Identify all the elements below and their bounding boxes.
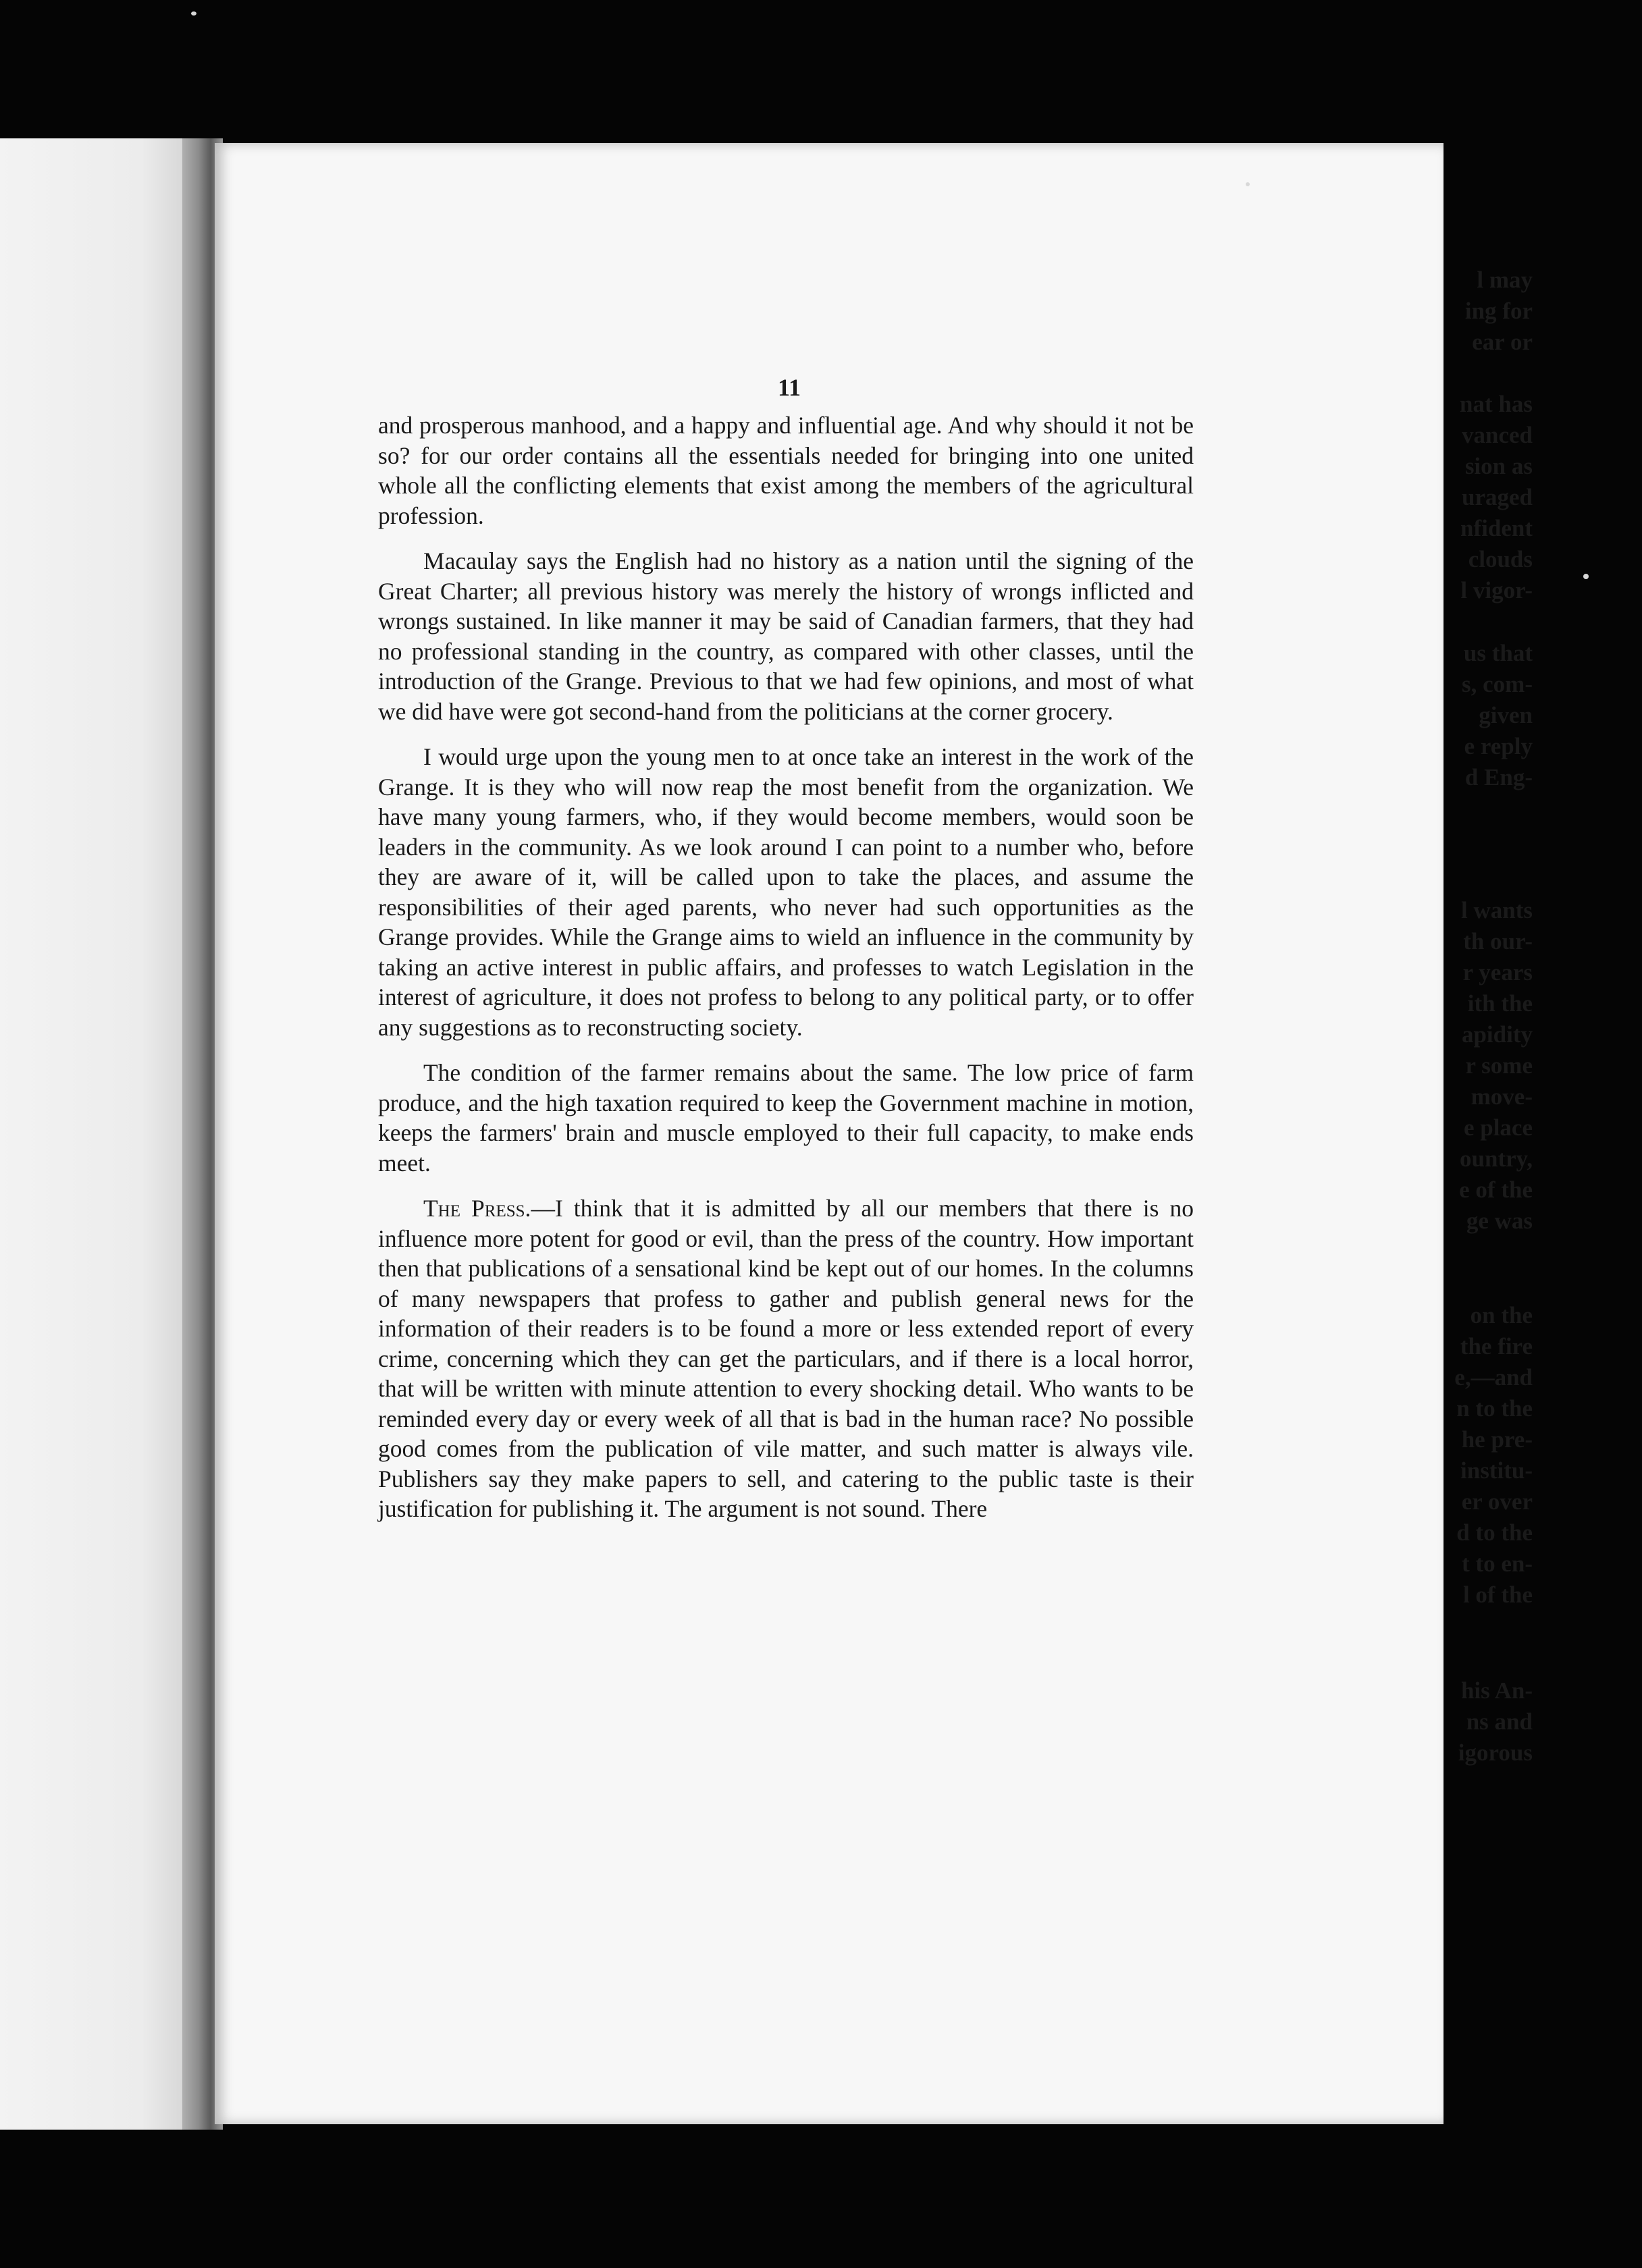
left-page-fragment-line: sion as (1464, 453, 1533, 479)
left-page-fragment-line: us that (1463, 640, 1533, 666)
left-page-fragment-line: given (1479, 702, 1533, 728)
left-page-fragment-line: he pre- (1461, 1426, 1533, 1453)
left-page-fragment-line: nfident (1460, 515, 1533, 541)
left-page-fragment-line: uraged (1462, 484, 1533, 510)
page-body-text (378, 410, 1194, 1540)
left-page-fragment-line: his An- (1460, 1677, 1533, 1704)
left-page-fragment-line: apidity (1461, 1021, 1533, 1048)
left-page-fragment-line: l vigor- (1460, 577, 1533, 603)
left-page-fragment-line: igorous (1458, 1739, 1533, 1766)
left-page-fragment-line: institu- (1460, 1457, 1533, 1484)
section-heading-the-press: The Press. (423, 1195, 531, 1222)
paragraph-2: Macaulay says the English had no history as a nation until the signing of the Great Charter; all previous history was merely the history of wrongs inflicted and wrongs sustained. In like manner it may be said of Canadian farmers, that they had no professional standing in the country, as compared with other classes, until the introduction of the Grange. Previous to that we had few opinions, and most of what we did have were got second-hand from the politicians at the corner grocery. (378, 547, 1194, 725)
page-number: 11 (778, 374, 801, 401)
left-page-fragment-line: vanced (1462, 422, 1533, 448)
left-page-fragment-line: ountry, (1460, 1145, 1533, 1172)
paragraph-5 (378, 1193, 1194, 1524)
left-page-fragment-line: th our- (1463, 928, 1533, 954)
left-page-fragment-line: the fire (1460, 1333, 1533, 1359)
left-page-fragment-line: t to en- (1462, 1550, 1533, 1577)
left-page-fragment-line: ns and (1466, 1708, 1533, 1735)
film-speck (1246, 182, 1250, 186)
left-page-fragment-line: s, com- (1462, 671, 1533, 697)
left-page-fragment-line: d Eng- (1464, 764, 1533, 790)
paragraph-4: The condition of the farmer remains about the same. The low price of farm produce, and the high taxation required to keep the Government machine in motion, keeps the farmers' brain and muscle employed to their full capacity, to make ends meet. (378, 1059, 1194, 1177)
left-page-fragment-line: e reply (1464, 733, 1533, 759)
left-page-fragment-line: l of the (1462, 1582, 1533, 1608)
left-page-fragment-line: ear or (1472, 329, 1533, 355)
left-page-fragment-line: move- (1471, 1083, 1533, 1110)
left-page-fragment-line: e,—and (1454, 1364, 1533, 1390)
left-page-fragment-line: ith the (1467, 990, 1533, 1017)
paragraph-1: and prosperous manhood, and a happy and influential age. And why should it not be so? for our order contains all the essentials needed for bringing into one united whole all the conflicting elements that exist among the members of the agricultural profession. (378, 412, 1194, 529)
left-page-fragment-line: l wants (1461, 897, 1533, 923)
left-page-fragment-line: e of the (1459, 1177, 1533, 1203)
film-speck (1583, 574, 1589, 579)
paragraph-3: I would urge upon the young men to at once take an interest in the work of the Grange. It is they who will now reap the most benefit from the organization. We have many young farmers, who, if they would become members, would soon be leaders in the community. As we look around I can point to a number who, before they are aware of it, will be called upon to take the places, and assume the responsibilities of their aged parents, who never had such opportunities as the Grange provides. While the Grange aims to wield an influence in the community by taking an active interest in public affairs, and professes to watch Legislation in the interest of agriculture, it does not profess to belong to any political party, or to offer any suggestions as to reconstructing society. (378, 743, 1194, 1041)
left-page-fragment-line: clouds (1468, 546, 1533, 572)
left-page-fragment-line: d to the (1456, 1519, 1533, 1546)
left-page-fragment-line: ge was (1466, 1208, 1533, 1234)
left-page-fragment-line: e place (1463, 1114, 1533, 1141)
left-page-fragment-line: nat has (1460, 391, 1533, 417)
left-page-fragment-line: n to the (1456, 1395, 1533, 1422)
paragraph-5-text: —I think that it is admitted by all our members that there is no influence more potent for good or evil, than the press of the country. How important then that publications of a sensational kind be kept out of our homes. In the columns of many newspapers that profess to gather and publish general news for the information of their readers is to be found a more or less extended report of every crime, concerning which they can get the particulars, and if there is a local horror, that will be written with minute attention to every shocking detail. Who wants to be reminded every day or every week of all that is bad in the human race? No possible good comes from the publication of vile matter, and such matter is always vile. Publishers say they make papers to sell, and catering to the public taste is their justification for publishing it. The argument is not sound. There (378, 1195, 1194, 1522)
left-page-fragment-line: r years (1462, 959, 1533, 986)
left-page-fragment-line: l may (1477, 267, 1533, 293)
film-speck (191, 11, 196, 16)
left-page-fragment-line: on the (1470, 1302, 1533, 1328)
left-page-fragment-line: er over (1461, 1488, 1533, 1515)
left-facing-page (0, 138, 203, 2130)
left-page-fragment-line: r some (1465, 1052, 1533, 1079)
left-page-fragment-line: ing for (1464, 298, 1533, 324)
